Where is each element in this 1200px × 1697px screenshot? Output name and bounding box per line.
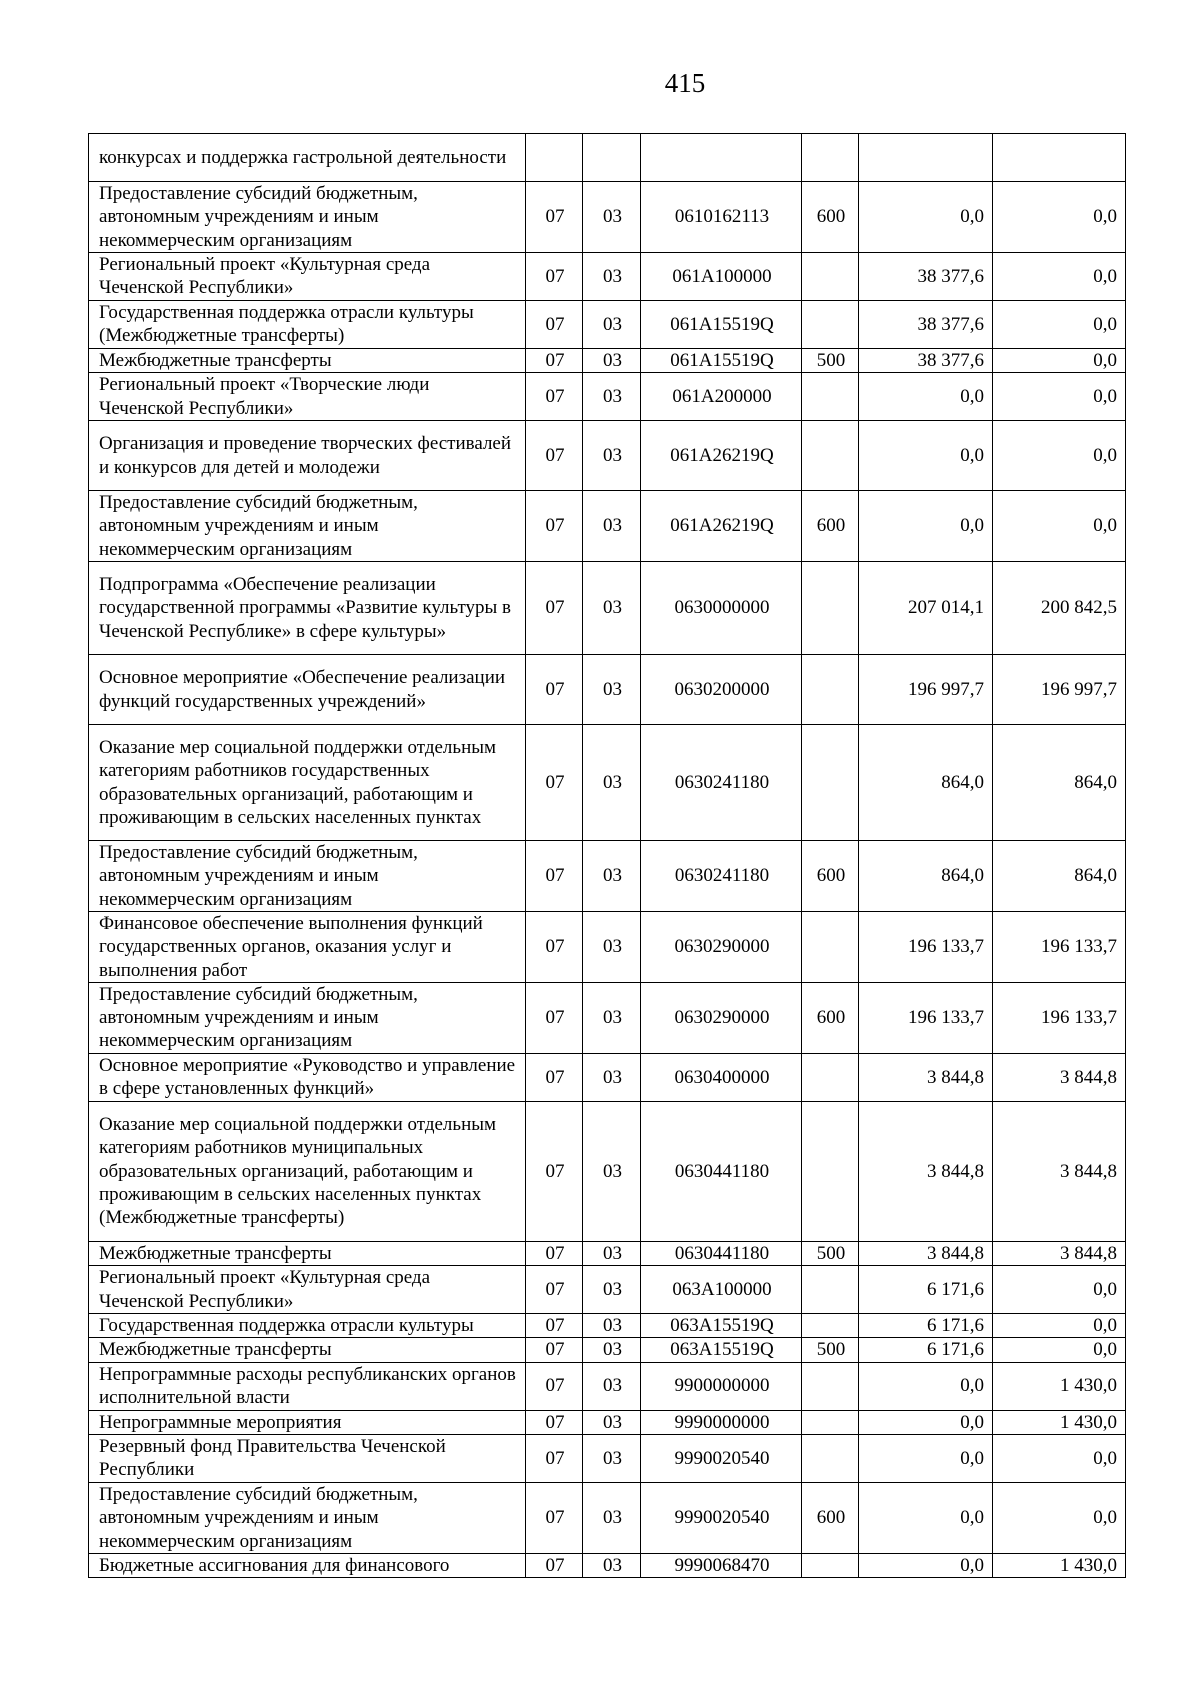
- table-cell-sum-2: 196 133,7: [993, 911, 1126, 982]
- table-cell-vr: [802, 911, 859, 982]
- table-row: [89, 841, 1126, 912]
- table-row: [89, 1266, 1126, 1314]
- table-cell-sum-2: 196 133,7: [993, 982, 1126, 1053]
- table-row: [89, 1482, 1126, 1553]
- table-cell-name: Организация и проведение творческих фестивалей и конкурсов для детей и молодежи: [89, 421, 526, 491]
- table-cell-rz: 07: [526, 1338, 583, 1362]
- table-cell-sum-2: 0,0: [993, 300, 1126, 348]
- table-cell-name: Межбюджетные трансферты: [89, 348, 526, 372]
- table-cell-csr: 063A15519Q: [641, 1314, 802, 1338]
- table-cell-sum-1: 6 171,6: [859, 1338, 993, 1362]
- table-cell-sum-2: 0,0: [993, 252, 1126, 300]
- table-cell-csr: 061A26219Q: [641, 491, 802, 562]
- table-cell-vr: [802, 1053, 859, 1101]
- table-cell-sum-2: 0,0: [993, 1266, 1126, 1314]
- table-cell-pr: 03: [583, 1410, 641, 1434]
- table-cell-rz: 07: [526, 1314, 583, 1338]
- table-cell-sum-2: 1 430,0: [993, 1410, 1126, 1434]
- table-cell-sum-1: 0,0: [859, 1410, 993, 1434]
- table-cell-pr: 03: [583, 1338, 641, 1362]
- table-cell-rz: 07: [526, 725, 583, 841]
- table-row: [89, 1553, 1126, 1577]
- table-row: [89, 1241, 1126, 1265]
- table-cell-vr: [802, 300, 859, 348]
- table-row: [89, 1053, 1126, 1101]
- table-cell-vr: [802, 1266, 859, 1314]
- table-cell-csr: 0630441180: [641, 1101, 802, 1241]
- table-cell-name: Основное мероприятие «Руководство и управление в сфере установленных функций»: [89, 1053, 526, 1101]
- table-cell-rz: 07: [526, 348, 583, 372]
- table-cell-pr: 03: [583, 982, 641, 1053]
- table-cell-csr: 061A15519Q: [641, 348, 802, 372]
- table-cell-sum-2: 0,0: [993, 1434, 1126, 1482]
- table-cell-name: Непрограммные расходы республиканских органов исполнительной власти: [89, 1362, 526, 1410]
- table-cell-vr: 600: [802, 491, 859, 562]
- table-cell-name: Резервный фонд Правительства Чеченской Республики: [89, 1434, 526, 1482]
- table-cell-csr: [641, 134, 802, 182]
- table-cell-csr: 061A26219Q: [641, 421, 802, 491]
- table-cell-csr: 063A15519Q: [641, 1338, 802, 1362]
- table-cell-sum-1: 38 377,6: [859, 252, 993, 300]
- table-cell-vr: 500: [802, 1338, 859, 1362]
- page-number: 415: [664, 68, 706, 98]
- table-cell-sum-1: 0,0: [859, 1482, 993, 1553]
- table-cell-rz: 07: [526, 562, 583, 655]
- table-cell-csr: 061A200000: [641, 373, 802, 421]
- table-cell-vr: 500: [802, 1241, 859, 1265]
- table-cell-name: Предоставление субсидий бюджетным, автономным учреждениям и иным некоммерческим организациям: [89, 1482, 526, 1553]
- table-cell-rz: 07: [526, 1266, 583, 1314]
- table-cell-sum-2: 0,0: [993, 1338, 1126, 1362]
- table-cell-sum-2: 1 430,0: [993, 1553, 1126, 1577]
- table-cell-rz: 07: [526, 1362, 583, 1410]
- table-cell-sum-2: 0,0: [993, 1314, 1126, 1338]
- table-cell-csr: 0630000000: [641, 562, 802, 655]
- table-cell-name: Непрограммные мероприятия: [89, 1410, 526, 1434]
- table-cell-pr: 03: [583, 562, 641, 655]
- table-cell-vr: 600: [802, 182, 859, 253]
- table-row: [89, 1314, 1126, 1338]
- table-row: [89, 1362, 1126, 1410]
- table-cell-csr: 061A15519Q: [641, 300, 802, 348]
- table-cell-csr: 0610162113: [641, 182, 802, 253]
- table-cell-sum-1: 6 171,6: [859, 1314, 993, 1338]
- table-cell-sum-2: 0,0: [993, 373, 1126, 421]
- table-cell-name: Государственная поддержка отрасли культуры (Межбюджетные трансферты): [89, 300, 526, 348]
- table-cell-rz: 07: [526, 182, 583, 253]
- table-cell-sum-2: [993, 134, 1126, 182]
- table-cell-pr: 03: [583, 841, 641, 912]
- table-cell-rz: 07: [526, 1410, 583, 1434]
- table-cell-csr: 063A100000: [641, 1266, 802, 1314]
- table-cell-pr: 03: [583, 655, 641, 725]
- table-cell-name: Региональный проект «Творческие люди Чеченской Республики»: [89, 373, 526, 421]
- budget-table: [88, 133, 1126, 1578]
- table-cell-sum-2: 200 842,5: [993, 562, 1126, 655]
- table-cell-csr: 9900000000: [641, 1362, 802, 1410]
- table-cell-sum-2: 0,0: [993, 348, 1126, 372]
- table-cell-vr: 600: [802, 982, 859, 1053]
- table-row: [89, 373, 1126, 421]
- table-cell-sum-1: 3 844,8: [859, 1053, 993, 1101]
- table-cell-vr: [802, 1101, 859, 1241]
- table-row: [89, 982, 1126, 1053]
- table-cell-vr: [802, 725, 859, 841]
- table-cell-csr: 9990020540: [641, 1434, 802, 1482]
- table-cell-pr: 03: [583, 1362, 641, 1410]
- table-cell-name: Государственная поддержка отрасли культуры: [89, 1314, 526, 1338]
- table-row: [89, 134, 1126, 182]
- table-cell-rz: 07: [526, 655, 583, 725]
- table-cell-sum-1: 38 377,6: [859, 300, 993, 348]
- table-cell-sum-1: 196 133,7: [859, 982, 993, 1053]
- table-cell-vr: [802, 1410, 859, 1434]
- table-cell-sum-2: 864,0: [993, 841, 1126, 912]
- table-cell-csr: 0630241180: [641, 841, 802, 912]
- table-cell-sum-1: 6 171,6: [859, 1266, 993, 1314]
- table-row: [89, 491, 1126, 562]
- table-cell-pr: 03: [583, 182, 641, 253]
- table-cell-vr: [802, 1434, 859, 1482]
- table-cell-sum-1: 0,0: [859, 373, 993, 421]
- table-cell-csr: 0630290000: [641, 982, 802, 1053]
- table-cell-pr: 03: [583, 252, 641, 300]
- table-cell-sum-2: 196 997,7: [993, 655, 1126, 725]
- table-cell-rz: 07: [526, 841, 583, 912]
- table-cell-vr: [802, 1362, 859, 1410]
- table-cell-csr: 0630400000: [641, 1053, 802, 1101]
- table-cell-sum-2: 0,0: [993, 491, 1126, 562]
- table-cell-sum-2: 3 844,8: [993, 1053, 1126, 1101]
- table-row: [89, 911, 1126, 982]
- table-cell-pr: 03: [583, 1434, 641, 1482]
- table-cell-sum-1: 0,0: [859, 491, 993, 562]
- table-cell-vr: 500: [802, 348, 859, 372]
- table-cell-pr: 03: [583, 1053, 641, 1101]
- table-cell-sum-1: 0,0: [859, 1362, 993, 1410]
- table-cell-sum-2: 3 844,8: [993, 1241, 1126, 1265]
- table-cell-vr: [802, 252, 859, 300]
- table-row: [89, 182, 1126, 253]
- table-cell-sum-2: 0,0: [993, 182, 1126, 253]
- table-cell-name: Предоставление субсидий бюджетным, автономным учреждениям и иным некоммерческим организациям: [89, 841, 526, 912]
- table-cell-pr: 03: [583, 1266, 641, 1314]
- table-cell-vr: [802, 1314, 859, 1338]
- table-cell-name: Финансовое обеспечение выполнения функций государственных органов, оказания услуг и выполнения работ: [89, 911, 526, 982]
- table-cell-sum-1: [859, 134, 993, 182]
- table-cell-pr: 03: [583, 421, 641, 491]
- table-cell-vr: 600: [802, 841, 859, 912]
- table-row: [89, 1101, 1126, 1241]
- table-cell-name: Оказание мер социальной поддержки отдельным категориям работников государственных образовательных организаций, работающим и проживающим в сельских населенных пунктах: [89, 725, 526, 841]
- table-cell-sum-2: 1 430,0: [993, 1362, 1126, 1410]
- table-cell-vr: 600: [802, 1482, 859, 1553]
- table-row: [89, 1338, 1126, 1362]
- table-cell-pr: 03: [583, 1241, 641, 1265]
- table-cell-pr: 03: [583, 300, 641, 348]
- table-cell-csr: 9990000000: [641, 1410, 802, 1434]
- table-cell-pr: [583, 134, 641, 182]
- table-cell-pr: 03: [583, 1101, 641, 1241]
- table-cell-rz: 07: [526, 491, 583, 562]
- table-cell-pr: 03: [583, 1482, 641, 1553]
- table-cell-csr: 0630241180: [641, 725, 802, 841]
- table-row: [89, 1434, 1126, 1482]
- table-cell-pr: 03: [583, 1553, 641, 1577]
- table-cell-sum-1: 0,0: [859, 421, 993, 491]
- table-cell-pr: 03: [583, 1314, 641, 1338]
- table-cell-sum-1: 196 133,7: [859, 911, 993, 982]
- table-cell-vr: [802, 655, 859, 725]
- table-cell-rz: [526, 134, 583, 182]
- table-row: [89, 655, 1126, 725]
- table-cell-rz: 07: [526, 1053, 583, 1101]
- table-cell-rz: 07: [526, 252, 583, 300]
- table-cell-vr: [802, 134, 859, 182]
- table-cell-rz: 07: [526, 373, 583, 421]
- table-cell-vr: [802, 562, 859, 655]
- table-cell-sum-2: 864,0: [993, 725, 1126, 841]
- table-cell-name: Основное мероприятие «Обеспечение реализации функций государственных учреждений»: [89, 655, 526, 725]
- table-cell-rz: 07: [526, 1101, 583, 1241]
- table-cell-name: Региональный проект «Культурная среда Чеченской Республики»: [89, 252, 526, 300]
- table-row: [89, 252, 1126, 300]
- table-cell-csr: 9990020540: [641, 1482, 802, 1553]
- table-cell-sum-1: 864,0: [859, 841, 993, 912]
- table-cell-name: конкурсах и поддержка гастрольной деятельности: [89, 134, 526, 182]
- table-cell-csr: 9990068470: [641, 1553, 802, 1577]
- table-cell-csr: 061A100000: [641, 252, 802, 300]
- table-row: [89, 300, 1126, 348]
- table-cell-rz: 07: [526, 911, 583, 982]
- table-cell-name: Предоставление субсидий бюджетным, автономным учреждениям и иным некоммерческим организациям: [89, 982, 526, 1053]
- table-cell-rz: 07: [526, 1434, 583, 1482]
- table-cell-sum-2: 0,0: [993, 421, 1126, 491]
- table-cell-pr: 03: [583, 491, 641, 562]
- table-cell-rz: 07: [526, 1482, 583, 1553]
- table-cell-sum-1: 0,0: [859, 182, 993, 253]
- table-cell-pr: 03: [583, 725, 641, 841]
- table-cell-pr: 03: [583, 911, 641, 982]
- table-row: [89, 348, 1126, 372]
- table-cell-sum-1: 864,0: [859, 725, 993, 841]
- table-cell-name: Предоставление субсидий бюджетным, автономным учреждениям и иным некоммерческим организациям: [89, 182, 526, 253]
- table-cell-vr: [802, 373, 859, 421]
- table-cell-rz: 07: [526, 982, 583, 1053]
- table-cell-pr: 03: [583, 348, 641, 372]
- table-cell-name: Предоставление субсидий бюджетным, автономным учреждениям и иным некоммерческим организациям: [89, 491, 526, 562]
- table-cell-sum-1: 196 997,7: [859, 655, 993, 725]
- table-cell-sum-2: 3 844,8: [993, 1101, 1126, 1241]
- table-row: [89, 1410, 1126, 1434]
- table-cell-sum-1: 38 377,6: [859, 348, 993, 372]
- table-cell-sum-1: 3 844,8: [859, 1241, 993, 1265]
- table-cell-sum-2: 0,0: [993, 1482, 1126, 1553]
- table-cell-csr: 0630441180: [641, 1241, 802, 1265]
- table-row: [89, 562, 1126, 655]
- table-cell-sum-1: 3 844,8: [859, 1101, 993, 1241]
- table-row: [89, 421, 1126, 491]
- table-cell-name: Подпрограмма «Обеспечение реализации государственной программы «Развитие культуры в Чеченской Республике» в сфере культуры»: [89, 562, 526, 655]
- table-cell-name: Региональный проект «Культурная среда Чеченской Республики»: [89, 1266, 526, 1314]
- table-cell-name: Бюджетные ассигнования для финансового: [89, 1553, 526, 1577]
- table-cell-rz: 07: [526, 300, 583, 348]
- table-row: [89, 725, 1126, 841]
- table-cell-sum-1: 0,0: [859, 1553, 993, 1577]
- table-cell-vr: [802, 1553, 859, 1577]
- table-cell-rz: 07: [526, 1553, 583, 1577]
- table-cell-name: Межбюджетные трансферты: [89, 1241, 526, 1265]
- table-cell-sum-1: 0,0: [859, 1434, 993, 1482]
- table-cell-vr: [802, 421, 859, 491]
- table-cell-name: Межбюджетные трансферты: [89, 1338, 526, 1362]
- table-cell-sum-1: 207 014,1: [859, 562, 993, 655]
- table-cell-csr: 0630200000: [641, 655, 802, 725]
- table-cell-name: Оказание мер социальной поддержки отдельным категориям работников муниципальных образовательных организаций, работающим и проживающим в сельских населенных пунктах (Межбюджетные трансферты): [89, 1101, 526, 1241]
- table-cell-csr: 0630290000: [641, 911, 802, 982]
- table-cell-pr: 03: [583, 373, 641, 421]
- table-cell-rz: 07: [526, 1241, 583, 1265]
- table-cell-rz: 07: [526, 421, 583, 491]
